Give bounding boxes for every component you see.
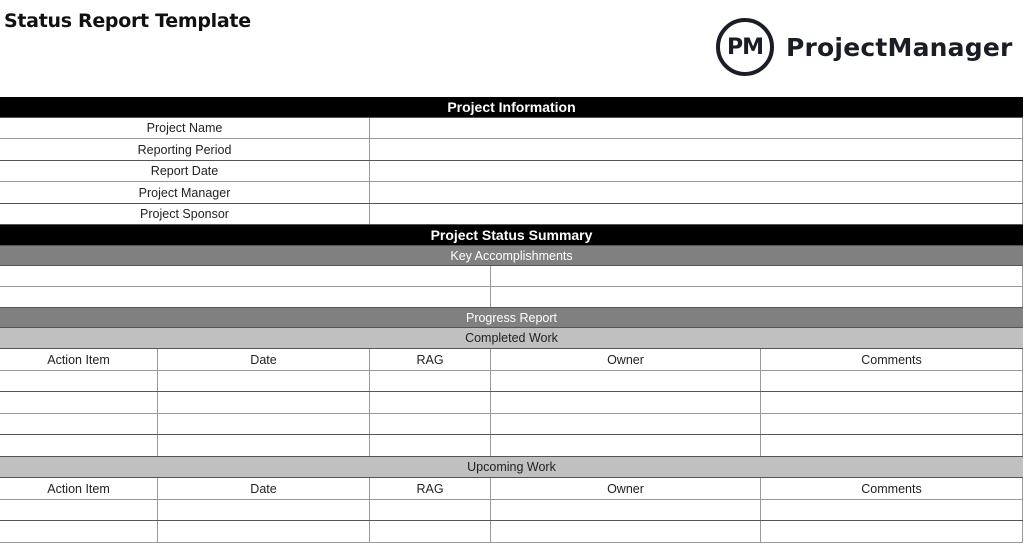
project-name-cell[interactable] xyxy=(370,118,1023,138)
date-cell[interactable] xyxy=(158,521,370,542)
date-cell[interactable] xyxy=(158,392,370,413)
column-header-action-item: Action Item xyxy=(0,478,158,499)
project-manager-cell[interactable] xyxy=(370,182,1023,203)
info-row-reporting-period xyxy=(0,139,1023,161)
column-header-rag: RAG xyxy=(370,349,491,370)
column-header-comments: Comments xyxy=(761,349,1023,370)
field-label: Project Sponsor xyxy=(0,204,370,224)
owner-cell[interactable] xyxy=(491,435,761,456)
comments-cell[interactable] xyxy=(761,500,1023,520)
column-header-rag: RAG xyxy=(370,478,491,499)
project-information-header: Project Information xyxy=(0,97,1023,118)
reporting-period-cell[interactable] xyxy=(370,139,1023,160)
date-cell[interactable] xyxy=(158,435,370,456)
completed-work-row xyxy=(0,435,1023,457)
owner-cell[interactable] xyxy=(491,521,761,542)
completed-work-row xyxy=(0,414,1023,435)
accomplishment-cell[interactable] xyxy=(491,266,1023,286)
column-header-owner: Owner xyxy=(491,349,761,370)
project-sponsor-cell[interactable] xyxy=(370,204,1023,224)
comments-cell[interactable] xyxy=(761,392,1023,413)
rag-cell[interactable] xyxy=(370,371,491,391)
owner-cell[interactable] xyxy=(491,392,761,413)
comments-cell[interactable] xyxy=(761,414,1023,434)
action-item-cell[interactable] xyxy=(0,392,158,413)
info-row-report-date xyxy=(0,161,1023,182)
owner-cell[interactable] xyxy=(491,500,761,520)
page-title: Status Report Template xyxy=(4,10,251,32)
report-date-cell[interactable] xyxy=(370,161,1023,181)
logo-wordmark: ProjectManager xyxy=(786,32,1013,62)
field-label: Report Date xyxy=(0,161,370,181)
progress-report-header: Progress Report xyxy=(0,308,1023,328)
project-status-summary-header: Project Status Summary xyxy=(0,225,1023,246)
completed-work-column-headers xyxy=(0,349,1023,371)
info-row-project-name xyxy=(0,118,1023,139)
action-item-cell[interactable] xyxy=(0,435,158,456)
action-item-cell[interactable] xyxy=(0,371,158,391)
rag-cell[interactable] xyxy=(370,500,491,520)
key-accomplishments-header: Key Accomplishments xyxy=(0,246,1023,266)
status-report-sheet xyxy=(0,97,1023,543)
info-row-project-sponsor xyxy=(0,204,1023,225)
owner-cell[interactable] xyxy=(491,414,761,434)
accomplishment-row xyxy=(0,287,1023,308)
date-cell[interactable] xyxy=(158,371,370,391)
accomplishment-cell[interactable] xyxy=(491,287,1023,307)
field-label: Project Manager xyxy=(0,182,370,203)
field-label: Reporting Period xyxy=(0,139,370,160)
action-item-cell[interactable] xyxy=(0,414,158,434)
rag-cell[interactable] xyxy=(370,392,491,413)
completed-work-row xyxy=(0,371,1023,392)
column-header-date: Date xyxy=(158,478,370,499)
column-header-action-item: Action Item xyxy=(0,349,158,370)
upcoming-work-header: Upcoming Work xyxy=(0,457,1023,478)
completed-work-row xyxy=(0,392,1023,414)
action-item-cell[interactable] xyxy=(0,521,158,542)
info-row-project-manager xyxy=(0,182,1023,204)
upcoming-work-column-headers xyxy=(0,478,1023,500)
accomplishment-cell[interactable] xyxy=(0,287,491,307)
upcoming-work-row xyxy=(0,521,1023,543)
accomplishment-cell[interactable] xyxy=(0,266,491,286)
upcoming-work-row xyxy=(0,500,1023,521)
projectmanager-logo xyxy=(716,18,1013,76)
column-header-date: Date xyxy=(158,349,370,370)
rag-cell[interactable] xyxy=(370,435,491,456)
date-cell[interactable] xyxy=(158,414,370,434)
column-header-owner: Owner xyxy=(491,478,761,499)
date-cell[interactable] xyxy=(158,500,370,520)
owner-cell[interactable] xyxy=(491,371,761,391)
completed-work-header: Completed Work xyxy=(0,328,1023,349)
comments-cell[interactable] xyxy=(761,521,1023,542)
comments-cell[interactable] xyxy=(761,371,1023,391)
pm-logo-icon: PM xyxy=(716,18,774,76)
comments-cell[interactable] xyxy=(761,435,1023,456)
column-header-comments: Comments xyxy=(761,478,1023,499)
action-item-cell[interactable] xyxy=(0,500,158,520)
rag-cell[interactable] xyxy=(370,414,491,434)
rag-cell[interactable] xyxy=(370,521,491,542)
field-label: Project Name xyxy=(0,118,370,138)
accomplishment-row xyxy=(0,266,1023,287)
